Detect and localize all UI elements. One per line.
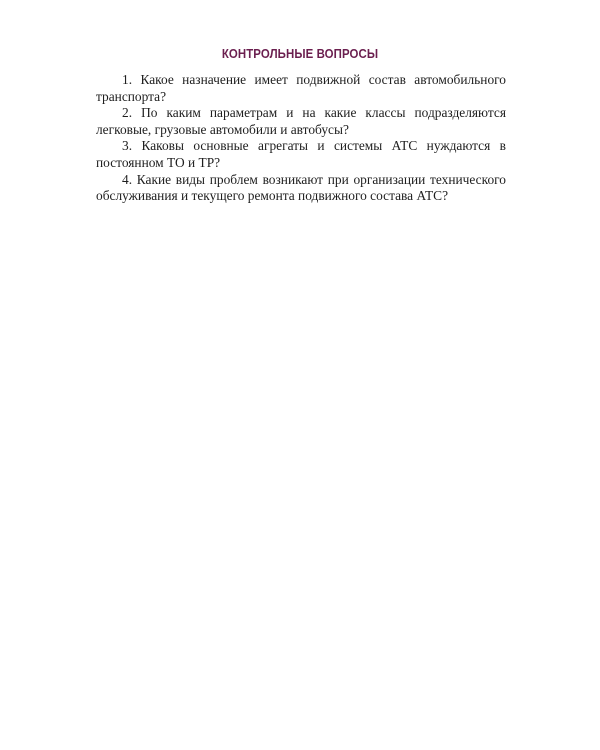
question-number: 2. <box>122 105 133 121</box>
section-title: КОНТРОЛЬНЫЕ ВОПРОСЫ <box>221 46 379 61</box>
question-item-1 <box>96 72 506 105</box>
question-item-3 <box>96 138 506 171</box>
question-number: 4. <box>122 171 133 187</box>
question-text: Каковы основные агрегаты и системы АТС нуждаются в постоянном ТО и ТР? <box>96 138 506 170</box>
question-text: Какие виды проблем возникают при организации технического обслуживания и текущего ремонта подвижного состава АТС? <box>96 171 506 204</box>
questions-list <box>96 72 506 205</box>
question-text: По каким параметрам и на какие классы подразделяются легковые, грузовые автомобили и автобусы? <box>96 105 506 137</box>
question-number: 1. <box>122 72 133 87</box>
question-text: Какое назначение имеет подвижной состав автомобильного транспорта? <box>96 72 506 104</box>
question-number: 3. <box>122 138 133 154</box>
question-item-2 <box>96 105 506 138</box>
question-item-4 <box>96 172 506 205</box>
